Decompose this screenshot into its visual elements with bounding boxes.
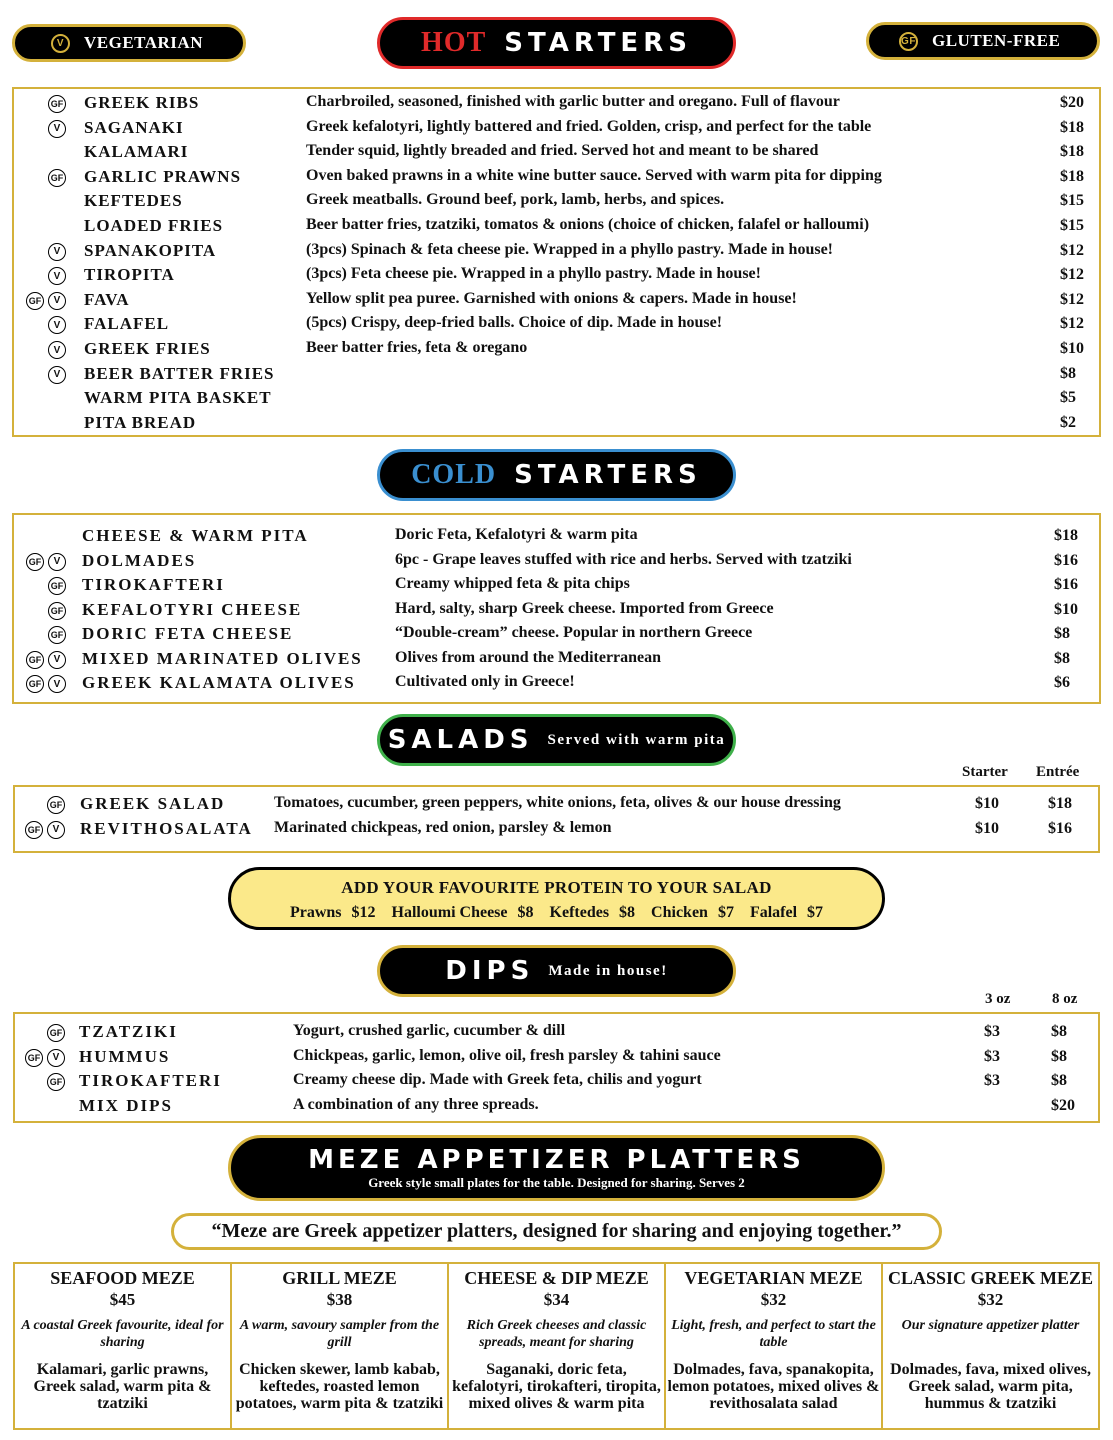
platter-name: CLASSIC GREEK MEZE [887, 1268, 1094, 1288]
gluten-free-icon: GF [48, 626, 66, 644]
large-price: $8 [1051, 1072, 1067, 1089]
item-description: (3pcs) Feta cheese pie. Wrapped in a phyllo pastry. Made in house! [306, 265, 761, 283]
item-name: GREEK KALAMATA OLIVES [82, 673, 356, 692]
gluten-free-icon: GF [26, 553, 44, 571]
diet-icons [26, 292, 66, 312]
platter-name: CHEESE & DIP MEZE [464, 1268, 649, 1288]
hot-starter-row [14, 413, 1099, 437]
small-price: $3 [984, 1072, 1000, 1089]
salads-title-text: SALADS [387, 725, 534, 755]
item-name: GREEK SALAD [80, 794, 226, 813]
vegetarian-icon: V [48, 316, 66, 334]
item-price: $8 [1054, 649, 1070, 667]
cold-starters-list [12, 513, 1101, 704]
cold-starter-row [14, 673, 1099, 697]
protein-price: $7 [717, 904, 734, 921]
item-name: HUMMUS [79, 1046, 171, 1066]
entree-price: $18 [1048, 795, 1072, 812]
item-name: SPANAKOPITA [84, 240, 217, 260]
diet-icons [26, 95, 66, 115]
item-price: $16 [1054, 576, 1078, 593]
diet-icons [25, 1073, 65, 1093]
platter-name: VEGETARIAN MEZE [684, 1268, 863, 1288]
dip-row [15, 1047, 1098, 1071]
item-name: MIX DIPS [79, 1095, 173, 1115]
item-description: (5pcs) Crispy, deep-fried balls. Choice of dip. Made in house! [306, 314, 723, 332]
platter-price: $45 [109, 1290, 136, 1309]
hot-starter-row [14, 241, 1099, 265]
diet-icons [26, 577, 66, 597]
item-name: PITA BREAD [84, 412, 197, 432]
item-price: $15 [1060, 192, 1084, 210]
vegetarian-icon: V [48, 553, 66, 571]
vegetarian-icon: V [47, 1049, 65, 1067]
platter-price: $34 [543, 1290, 570, 1309]
item-name: TIROKAFTERI [79, 1071, 222, 1090]
item-name: CHEESE & WARM PITA [82, 526, 309, 545]
protein-price: $8 [517, 904, 534, 921]
small-price: $3 [984, 1047, 1000, 1065]
item-description: Oven baked prawns in a white wine butter sauce. Served with warm pita for dipping [306, 166, 882, 184]
cold-starters-title [377, 449, 736, 501]
diet-icons [26, 675, 66, 695]
dips-title-text: DIPS [445, 956, 535, 986]
diet-icons [26, 267, 66, 287]
hot-starter-row [14, 167, 1099, 191]
cold-starter-row [14, 551, 1099, 575]
hot-starter-row [14, 314, 1099, 338]
item-description: Charbroiled, seasoned, finished with garlic butter and oregano. Full of flavour [306, 93, 840, 110]
salads-subtitle: Served with warm pita [547, 731, 726, 748]
item-name: FALAFEL [84, 314, 170, 334]
hot-starter-row [14, 339, 1099, 363]
protein-price: $12 [351, 904, 376, 921]
vegetarian-icon: V [48, 651, 66, 669]
cold-title: STARTERS [514, 460, 702, 490]
dip-row [15, 1096, 1098, 1120]
gluten-free-legend [866, 22, 1100, 60]
protein-option [392, 904, 534, 921]
diet-icons [26, 366, 66, 386]
item-name: SAGANAKI [84, 117, 184, 137]
gluten-free-icon: GF [26, 292, 44, 310]
large-price: $20 [1051, 1096, 1075, 1114]
hot-starter-row [14, 265, 1099, 289]
meze-subtitle: Greek style small plates for the table. Designed for sharing. Serves 2 [368, 1175, 745, 1190]
large-price: $8 [1051, 1023, 1067, 1040]
gluten-free-icon: GF [48, 602, 66, 620]
item-price: $12 [1060, 241, 1084, 259]
platter-tagline: Our signature appetizer platter [901, 1318, 1080, 1333]
meze-quote-text: “Meze are Greek appetizer platters, designed for sharing and enjoying together.” [211, 1220, 902, 1242]
salad-row [15, 794, 1098, 818]
vegetarian-icon: V [48, 120, 66, 138]
salads-list [13, 785, 1100, 853]
item-description: 6pc - Grape leaves stuffed with rice and herbs. Served with tzatziki [395, 550, 852, 568]
gluten-free-icon: GF [47, 1073, 65, 1091]
item-name: MIXED MARINATED OLIVES [82, 648, 363, 668]
salad-row [15, 819, 1098, 843]
item-description: Cultivated only in Greece! [395, 673, 575, 690]
item-price: $12 [1060, 290, 1084, 308]
vegetarian-icon: V [48, 341, 66, 359]
item-price: $6 [1054, 674, 1070, 691]
diet-icons [26, 626, 66, 646]
hot-accent: HOT [421, 27, 487, 58]
platter-tagline: Light, fresh, and perfect to start the table [671, 1318, 876, 1350]
item-name: KALAMARI [84, 142, 189, 162]
diet-icons [26, 169, 66, 189]
protein-name: Halloumi Cheese [391, 904, 508, 921]
meze-platter [883, 1264, 1098, 1428]
item-name: DORIC FETA CHEESE [82, 624, 294, 643]
gluten-free-icon: GF [48, 577, 66, 595]
item-name: FAVA [84, 289, 130, 309]
item-name: GREEK FRIES [84, 339, 211, 358]
item-price: $16 [1054, 551, 1078, 569]
item-name: KEFALOTYRI CHEESE [82, 599, 303, 619]
platter-price: $32 [977, 1290, 1004, 1309]
item-price: $18 [1060, 167, 1084, 185]
item-price: $15 [1060, 217, 1084, 234]
salad-col-starter: Starter [962, 764, 1008, 780]
meze-quote [171, 1213, 942, 1250]
item-description: Tomatoes, cucumber, green peppers, white onions, feta, olives & our house dressing [274, 794, 841, 811]
dips-subtitle: Made in house! [548, 962, 668, 979]
meze-platter [449, 1264, 666, 1428]
protein-addon-box [228, 867, 885, 930]
cold-starter-row [14, 649, 1099, 673]
diet-icons [25, 1024, 65, 1044]
vegetarian-icon: V [48, 243, 66, 261]
cold-accent: COLD [411, 459, 497, 490]
hot-title: STARTERS [504, 28, 692, 58]
salads-title [377, 714, 736, 766]
diet-icons [26, 553, 66, 573]
item-name: WARM PITA BASKET [84, 388, 272, 408]
platter-items: Dolmades, fava, spanakopita, lemon potatoes, mixed olives & revithosalata salad [667, 1361, 880, 1412]
vegetarian-label: VEGETARIAN [84, 33, 203, 52]
protein-name: Keftedes [549, 904, 610, 921]
dips-col-large: 8 oz [1052, 991, 1078, 1007]
item-price: $2 [1060, 413, 1076, 431]
gluten-free-icon: GF [26, 651, 44, 669]
item-price: $10 [1054, 600, 1078, 618]
dips-title [377, 945, 736, 997]
hot-starter-row [14, 93, 1099, 117]
entree-price: $16 [1048, 819, 1072, 837]
item-name: REVITHOSALATA [80, 818, 253, 838]
item-description: Tender squid, lightly breaded and fried. Served hot and meant to be shared [306, 142, 819, 160]
item-description: Yellow split pea puree. Garnished with onions & capers. Made in house! [306, 289, 797, 307]
item-name: TZATZIKI [79, 1022, 178, 1041]
hot-starter-row [14, 118, 1099, 142]
hot-starter-row [14, 142, 1099, 166]
item-description: Olives from around the Mediterranean [395, 648, 662, 666]
item-price: $12 [1060, 266, 1084, 284]
item-price: $18 [1060, 118, 1084, 136]
item-name: TIROKAFTERI [82, 575, 225, 594]
platter-items: Dolmades, fava, mixed olives, Greek salad, warm pita, hummus & tzatziki [890, 1361, 1091, 1412]
large-price: $8 [1051, 1047, 1067, 1065]
protein-option [550, 904, 636, 921]
platter-price: $38 [326, 1290, 353, 1309]
item-name: TIROPITA [84, 265, 175, 285]
cold-starter-row [14, 526, 1099, 550]
platter-price: $32 [760, 1290, 787, 1309]
protein-name: Chicken [651, 904, 708, 921]
vegetarian-icon: V [51, 34, 70, 53]
cold-starter-row [14, 575, 1099, 599]
hot-starter-row [14, 388, 1099, 412]
gluten-free-icon: GF [25, 1049, 43, 1067]
dip-row [15, 1022, 1098, 1046]
gluten-free-icon: GF [47, 1024, 65, 1042]
item-description: Creamy cheese dip. Made with Greek feta, chilis and yogurt [293, 1071, 702, 1088]
gluten-free-icon: GF [899, 32, 918, 51]
dips-col-small: 3 oz [985, 991, 1011, 1007]
gluten-free-icon: GF [48, 169, 66, 187]
platter-tagline: A coastal Greek favourite, ideal for sharing [21, 1318, 224, 1350]
diet-icons [26, 602, 66, 622]
item-name: GARLIC PRAWNS [84, 166, 242, 186]
diet-icons [26, 651, 66, 671]
item-price: $5 [1060, 389, 1076, 407]
vegetarian-icon: V [48, 675, 66, 693]
item-description: A combination of any three spreads. [293, 1095, 539, 1113]
diet-icons [25, 1049, 65, 1069]
item-description: “Double-cream” cheese. Popular in northern Greece [395, 624, 753, 641]
hot-starter-row [14, 216, 1099, 240]
gluten-free-icon: GF [48, 95, 66, 113]
protein-options [231, 904, 882, 922]
protein-option [750, 904, 823, 921]
protein-price: $8 [619, 904, 636, 921]
item-price: $12 [1060, 315, 1084, 333]
starter-price: $10 [975, 795, 999, 812]
hot-starter-row [14, 290, 1099, 314]
platter-name: GRILL MEZE [282, 1268, 397, 1288]
small-price: $3 [984, 1023, 1000, 1040]
diet-icons [25, 796, 65, 816]
item-description: Yogurt, crushed garlic, cucumber & dill [293, 1022, 566, 1039]
meze-platter [666, 1264, 883, 1428]
protein-name: Falafel [749, 904, 798, 921]
item-description: (3pcs) Spinach & feta cheese pie. Wrapped in a phyllo pastry. Made in house! [306, 240, 834, 258]
platter-items: Saganaki, doric feta, kefalotyri, tirokafteri, tiropita, mixed olives & warm pita [452, 1361, 661, 1412]
meze-platters [13, 1262, 1100, 1430]
item-description: Hard, salty, sharp Greek cheese. Imported from Greece [395, 599, 774, 617]
meze-platter [15, 1264, 232, 1428]
vegetarian-icon: V [48, 292, 66, 310]
item-price: $10 [1060, 340, 1084, 357]
item-description: Doric Feta, Kefalotyri & warm pita [395, 526, 638, 543]
hot-starters-title [377, 17, 736, 69]
protein-price: $7 [807, 904, 824, 921]
item-name: BEER BATTER FRIES [84, 363, 275, 383]
gluten-free-icon: GF [26, 675, 44, 693]
platter-items: Chicken skewer, lamb kabab, keftedes, roasted lemon potatoes, warm pita & tzatziki [235, 1361, 444, 1412]
salad-col-entree: Entrée [1036, 764, 1080, 780]
item-description: Greek meatballs. Ground beef, pork, lamb, herbs, and spices. [306, 191, 725, 209]
item-price: $18 [1060, 143, 1084, 161]
item-description: Beer batter fries, feta & oregano [306, 339, 528, 356]
protein-option [651, 904, 734, 921]
item-name: DOLMADES [82, 550, 197, 570]
hot-starters-list [12, 87, 1101, 437]
gluten-free-icon: GF [25, 821, 43, 839]
diet-icons [26, 243, 66, 263]
hot-starter-row [14, 191, 1099, 215]
item-description: Chickpeas, garlic, lemon, olive oil, fresh parsley & tahini sauce [293, 1046, 721, 1064]
vegetarian-legend [12, 24, 246, 62]
meze-title [228, 1135, 885, 1201]
item-price: $18 [1054, 527, 1078, 544]
platter-name: SEAFOOD MEZE [50, 1268, 195, 1288]
gluten-free-icon: GF [47, 796, 65, 814]
diet-icons [26, 120, 66, 140]
starter-price: $10 [975, 819, 999, 837]
platter-items: Kalamari, garlic prawns, Greek salad, warm pita & tzatziki [33, 1361, 212, 1412]
hot-starter-row [14, 364, 1099, 388]
item-description: Creamy whipped feta & pita chips [395, 575, 630, 592]
meze-platter [232, 1264, 449, 1428]
item-description: Beer batter fries, tzatziki, tomatos & onions (choice of chicken, falafel or halloumi) [306, 216, 870, 233]
diet-icons [25, 821, 65, 841]
cold-starter-row [14, 624, 1099, 648]
item-name: GREEK RIBS [84, 93, 200, 112]
gluten-free-label: GLUTEN-FREE [932, 31, 1061, 50]
protein-name: Prawns [289, 904, 342, 921]
dips-list [13, 1012, 1100, 1123]
protein-heading: ADD YOUR FAVOURITE PROTEIN TO YOUR SALAD [341, 878, 772, 897]
item-price: $8 [1060, 364, 1076, 382]
diet-icons [26, 316, 66, 336]
vegetarian-icon: V [48, 366, 66, 384]
item-name: LOADED FRIES [84, 216, 224, 235]
cold-starter-row [14, 600, 1099, 624]
item-description: Marinated chickpeas, red onion, parsley & lemon [274, 818, 612, 836]
item-description: Greek kefalotyri, lightly battered and fried. Golden, crisp, and perfect for the table [306, 117, 872, 135]
dip-row [15, 1071, 1098, 1095]
item-price: $8 [1054, 625, 1070, 642]
protein-option [290, 904, 376, 921]
item-price: $20 [1060, 94, 1084, 111]
vegetarian-icon: V [48, 267, 66, 285]
diet-icons [26, 341, 66, 361]
meze-title-text: MEZE APPETIZER PLATTERS [308, 1145, 805, 1175]
platter-tagline: A warm, savoury sampler from the grill [239, 1318, 440, 1350]
item-name: KEFTEDES [84, 191, 183, 211]
vegetarian-icon: V [47, 821, 65, 839]
platter-tagline: Rich Greek cheeses and classic spreads, meant for sharing [466, 1318, 647, 1350]
